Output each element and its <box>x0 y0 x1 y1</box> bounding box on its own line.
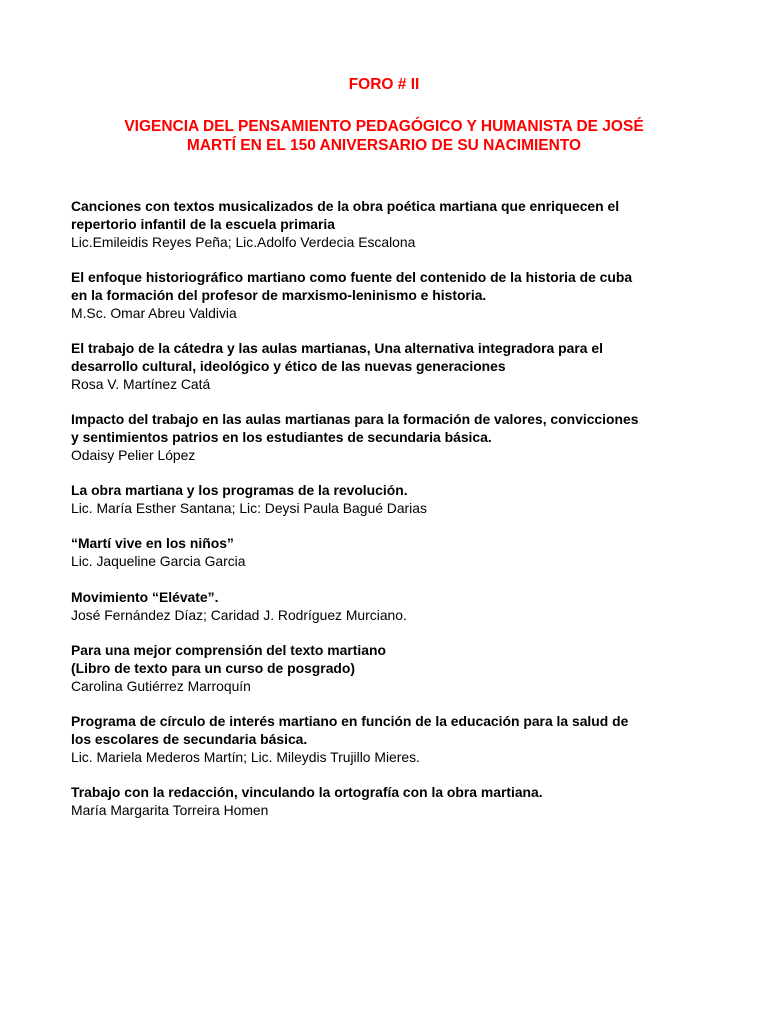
paper-list <box>71 197 711 819</box>
paper-title-line: Trabajo con la redacción, vinculando la ortografía con la obra martiana. <box>71 784 543 800</box>
paper-title <box>71 783 711 801</box>
paper-entry <box>71 410 711 464</box>
forum-number: FORO # II <box>348 76 420 93</box>
paper-title-line: Para una mejor comprensión del texto martiano <box>71 642 386 658</box>
paper-title <box>71 534 711 552</box>
forum-title-line: MARTÍ EN EL 150 ANIVERSARIO DE SU NACIMIENTO <box>186 137 582 154</box>
paper-title-line: desarrollo cultural, ideológico y ético de las nuevas generaciones <box>71 358 506 374</box>
paper-entry <box>71 197 711 251</box>
paper-authors: M.Sc. Omar Abreu Valdivia <box>71 305 237 321</box>
paper-entry <box>71 268 711 322</box>
paper-title-line: Movimiento “Elévate”. <box>71 589 219 605</box>
paper-title-line: Impacto del trabajo en las aulas martianas para la formación de valores, convicciones <box>71 411 639 427</box>
paper-entry <box>71 641 711 695</box>
paper-title <box>71 588 711 606</box>
paper-title-line: El trabajo de la cátedra y las aulas martianas, Una alternativa integradora para el <box>71 340 603 356</box>
paper-title <box>71 339 711 375</box>
paper-entry <box>71 534 711 570</box>
paper-title-line: los escolares de secundaria básica. <box>71 731 308 747</box>
paper-title-line: y sentimientos patrios en los estudiantes de secundaria básica. <box>71 429 492 445</box>
paper-title-line: El enfoque historiográfico martiano como fuente del contenido de la historia de cuba <box>71 269 633 285</box>
paper-authors: María Margarita Torreira Homen <box>71 802 269 818</box>
paper-title-line: Canciones con textos musicalizados de la obra poética martiana que enriquecen el <box>71 198 620 214</box>
paper-authors: Lic. María Esther Santana; Lic: Deysi Paula Bagué Darias <box>71 500 427 516</box>
paper-authors: Rosa V. Martínez Catá <box>71 376 211 392</box>
paper-authors: Lic.Emileidis Reyes Peña; Lic.Adolfo Verdecia Escalona <box>71 234 416 250</box>
paper-title <box>71 410 711 446</box>
paper-entry <box>71 712 711 766</box>
paper-title <box>71 197 711 233</box>
paper-authors: Carolina Gutiérrez Marroquín <box>71 678 251 694</box>
paper-entry <box>71 339 711 393</box>
paper-authors: Lic. Jaqueline Garcia Garcia <box>71 553 246 569</box>
paper-title-line: Programa de círculo de interés martiano en función de la educación para la salud de <box>71 713 629 729</box>
paper-authors: Lic. Mariela Mederos Martín; Lic. Mileydis Trujillo Mieres. <box>71 749 420 765</box>
paper-entry <box>71 481 711 517</box>
paper-authors: Odaisy Pelier López <box>71 447 196 463</box>
paper-entry <box>71 588 711 624</box>
paper-title <box>71 712 711 748</box>
forum-title-line: VIGENCIA DEL PENSAMIENTO PEDAGÓGICO Y HUMANISTA DE JOSÉ <box>124 118 644 135</box>
paper-title-line: La obra martiana y los programas de la revolución. <box>71 482 408 498</box>
paper-title-line: (Libro de texto para un curso de posgrado) <box>71 660 356 676</box>
forum-title <box>70 117 698 155</box>
paper-authors: José Fernández Díaz; Caridad J. Rodríguez Murciano. <box>71 607 407 623</box>
paper-title <box>71 641 711 677</box>
paper-title <box>71 481 711 499</box>
paper-title-line: “Martí vive en los niños” <box>71 535 234 551</box>
paper-title <box>71 268 711 304</box>
paper-title-line: en la formación del profesor de marxismo-leninismo e historia. <box>71 287 487 303</box>
paper-entry <box>71 783 711 819</box>
paper-title-line: repertorio infantil de la escuela primaria <box>71 216 336 232</box>
